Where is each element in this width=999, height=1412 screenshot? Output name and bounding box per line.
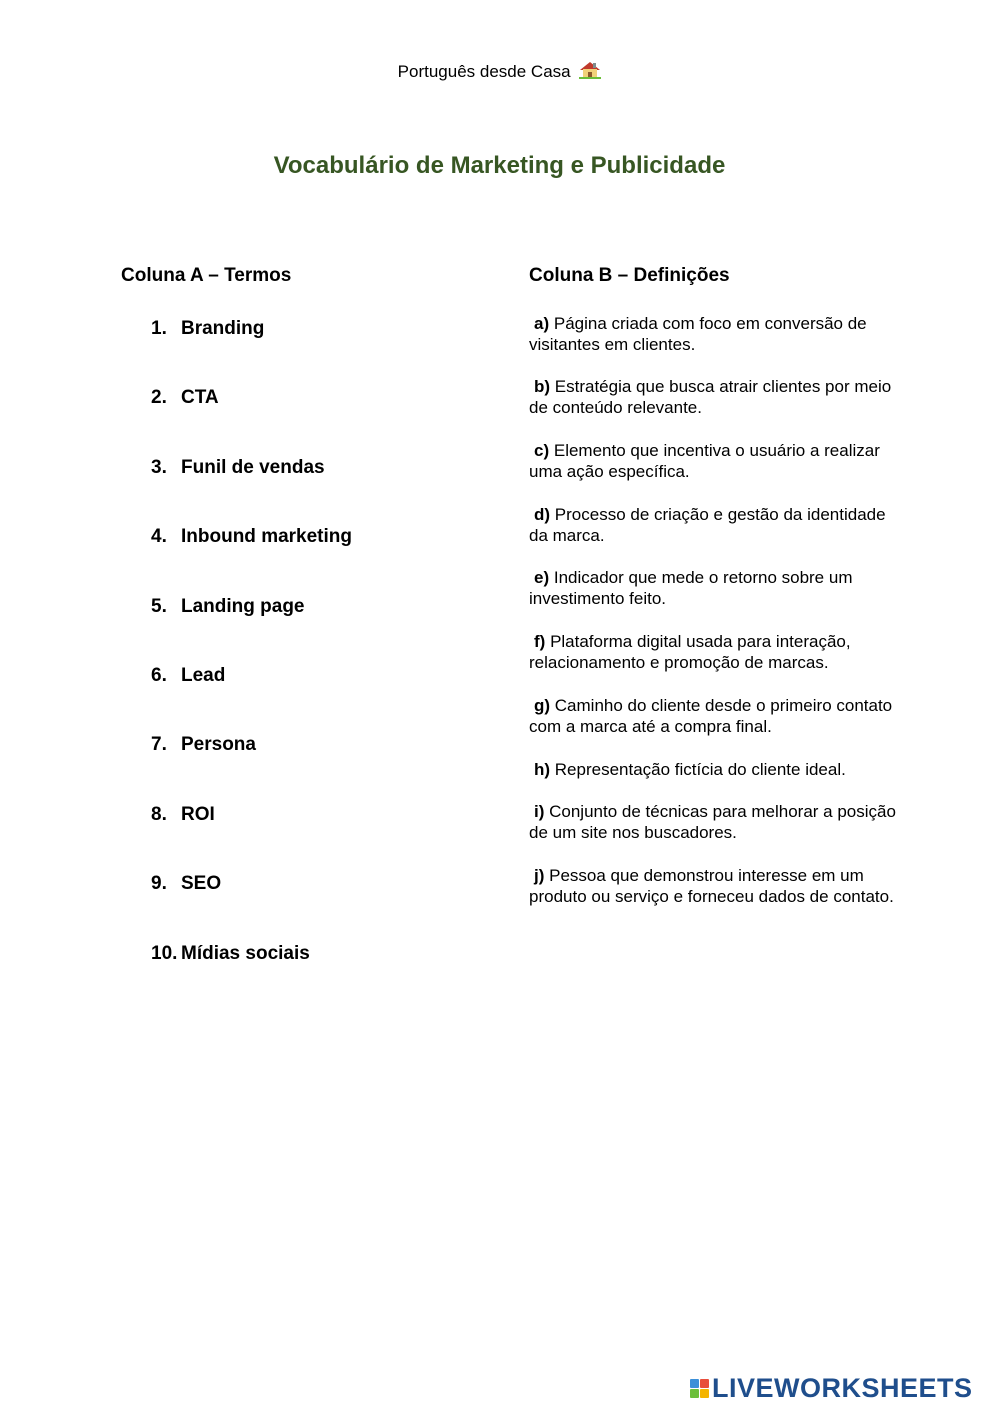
column-b-heading: Coluna B – Definições	[529, 265, 730, 286]
definition-letter: d)	[534, 505, 551, 524]
definition-letter: c)	[534, 441, 550, 460]
definition-text: Processo de criação e gestão da identidade da marca.	[529, 505, 886, 545]
page-header	[0, 61, 999, 83]
term-number: 1.	[151, 318, 167, 339]
term-item	[151, 733, 256, 757]
definition-item	[529, 759, 899, 780]
term-text: Mídias sociais	[181, 943, 310, 964]
term-number: 6.	[151, 665, 167, 686]
term-item	[151, 317, 264, 341]
term-text: Landing page	[181, 596, 305, 617]
definition-item	[529, 504, 899, 546]
term-item	[151, 456, 325, 480]
house-icon	[579, 61, 601, 79]
logo-mark-icon	[690, 1379, 709, 1398]
definition-item	[529, 865, 899, 907]
definition-text: Indicador que mede o retorno sobre um investimento feito.	[529, 568, 853, 608]
definition-item	[529, 631, 899, 673]
term-text: Lead	[181, 665, 226, 686]
term-item	[151, 595, 305, 619]
definition-letter: g)	[534, 696, 551, 715]
definition-text: Plataforma digital usada para interação, relacionamento e promoção de marcas.	[529, 632, 851, 672]
term-text: CTA	[181, 387, 219, 408]
definition-letter: h)	[534, 760, 551, 779]
term-text: Persona	[181, 734, 256, 755]
definition-item	[529, 313, 899, 355]
liveworksheets-logo[interactable]	[690, 1373, 973, 1403]
definition-letter: f)	[534, 632, 546, 651]
term-number: 7.	[151, 734, 167, 755]
term-number: 4.	[151, 526, 167, 547]
definition-text: Elemento que incentiva o usuário a realizar uma ação específica.	[529, 441, 880, 481]
definition-item	[529, 376, 899, 418]
term-item	[151, 664, 225, 688]
column-a-heading: Coluna A – Termos	[121, 265, 292, 286]
term-item	[151, 803, 215, 827]
term-number: 2.	[151, 387, 167, 408]
term-item	[151, 525, 352, 549]
term-item	[151, 386, 219, 410]
term-number: 3.	[151, 457, 167, 478]
term-number: 10.	[151, 943, 178, 964]
definition-letter: e)	[534, 568, 550, 587]
definition-item	[529, 567, 899, 609]
definition-text: Representação fictícia do cliente ideal.	[554, 760, 846, 779]
definition-letter: j)	[534, 866, 545, 885]
term-text: Branding	[181, 318, 265, 339]
page-title: Vocabulário de Marketing e Publicidade	[273, 152, 726, 179]
logo-text: LIVEWORKSHEETS	[712, 1373, 973, 1403]
term-text: Funil de vendas	[181, 457, 325, 478]
definition-text: Pessoa que demonstrou interesse em um produto ou serviço e forneceu dados de contato.	[529, 866, 894, 906]
term-number: 9.	[151, 873, 167, 894]
term-item	[151, 942, 310, 966]
definition-letter: b)	[534, 377, 551, 396]
term-text: Inbound marketing	[181, 526, 352, 547]
term-item	[151, 872, 221, 896]
term-text: ROI	[181, 804, 215, 825]
definition-letter: i)	[534, 802, 545, 821]
definition-item	[529, 440, 899, 482]
definition-text: Estratégia que busca atrair clientes por meio de conteúdo relevante.	[529, 377, 892, 417]
definition-item	[529, 695, 899, 737]
definition-text: Caminho do cliente desde o primeiro contato com a marca até a compra final.	[529, 696, 893, 736]
header-text: Português desde Casa	[397, 62, 571, 81]
term-number: 8.	[151, 804, 167, 825]
definition-text: Página criada com foco em conversão de visitantes em clientes.	[529, 314, 867, 354]
term-text: SEO	[181, 873, 222, 894]
term-number: 5.	[151, 596, 167, 617]
definition-item	[529, 801, 899, 843]
definition-letter: a)	[534, 314, 550, 333]
definition-text: Conjunto de técnicas para melhorar a posição de um site nos buscadores.	[529, 802, 896, 842]
